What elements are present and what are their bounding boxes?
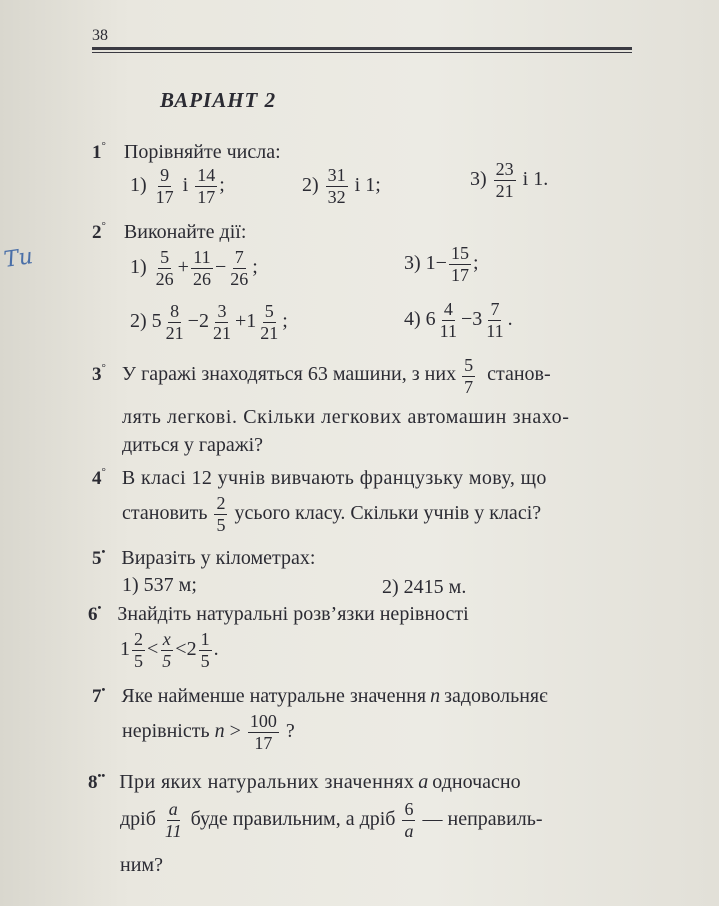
fraction: $\frac{7}{11}$: [486, 299, 504, 341]
connector: і: [182, 173, 189, 196]
problem-1-item-3: 3) $\frac{23}{21}$ і 1.: [470, 159, 549, 201]
problem-2-heading: [92, 220, 246, 244]
variant-title: ВАРІАНТ 2: [160, 88, 277, 112]
problem-4-line-2: становить $\frac{2}{5}$ усього класу. Скільки учнів у класі?: [122, 493, 542, 535]
header-rule: [92, 47, 632, 50]
page-number: 38: [92, 27, 108, 44]
fraction: $\frac{4}{11}$: [439, 299, 458, 341]
problem-5-item-2: 2) 2415 м.: [382, 576, 467, 598]
problem-text: Яке найменше натуральне значення: [121, 685, 427, 707]
item-label: 3): [470, 167, 487, 190]
fraction: $\frac{9}{17}$: [155, 165, 174, 207]
difficulty-mark: •: [101, 546, 106, 558]
problem-text: Виконайте дії:: [123, 221, 247, 243]
problem-number: 3: [92, 364, 102, 386]
problem-number: 8: [88, 772, 98, 793]
problem-text: Знайдіть натуральні розв’язки нерівності: [117, 603, 469, 625]
difficulty-mark: °: [101, 466, 106, 478]
problem-number: 4: [92, 468, 102, 489]
fraction: $\frac{a}{11}$: [164, 799, 182, 841]
problem-6-heading: [88, 602, 469, 626]
difficulty-mark: •: [101, 684, 106, 696]
problem-number: 7: [92, 686, 102, 707]
problem-number: 2: [92, 222, 102, 243]
fraction: $\frac{100}{17}$: [249, 711, 277, 753]
handwritten-margin-note: Ти: [2, 244, 35, 273]
problem-8-line-2: дріб $\frac{a}{11}$ буде правильним, а дріб $\frac{6}{a}$ — неправиль-: [120, 799, 543, 841]
fraction: $\frac{14}{17}$: [197, 165, 216, 207]
problem-4-line-1: [92, 466, 547, 490]
problem-text: У гаражі знаходяться 63 машини, з них: [121, 363, 457, 386]
fraction: $\frac{5}{21}$: [260, 301, 279, 343]
problem-7-line-1: 7• Яке найменше натуральне значення n задовольняє: [92, 684, 548, 707]
problem-5-heading: [92, 546, 315, 570]
problem-number: 6: [88, 604, 98, 625]
header-rule-thin: [92, 52, 632, 53]
problem-8-line-1: 8•• При яких натуральних значеннях a одночасно: [88, 770, 521, 793]
problem-8-line-3: ним?: [120, 854, 163, 876]
difficulty-mark: °: [101, 362, 106, 375]
fraction: $\frac{7}{26}$: [230, 247, 249, 289]
fraction: $\frac{x}{5}$: [162, 629, 172, 671]
problem-text: В класі 12 учнів вивчають французьку мову, що: [121, 467, 547, 489]
item-label: 2): [302, 173, 319, 196]
item-label: 4): [404, 307, 421, 330]
problem-2-item-4: 4) 6 $\frac{4}{11}$ −3 $\frac{7}{11}$ .: [404, 299, 513, 341]
difficulty-mark: ••: [97, 770, 106, 782]
fraction: $\frac{6}{a}$: [404, 799, 414, 841]
difficulty-mark: °: [101, 140, 106, 152]
problem-text: Виразіть у кілометрах:: [121, 547, 316, 569]
problem-text: Порівняйте числа:: [123, 141, 281, 163]
fraction: $\frac{2}{5}$: [216, 493, 226, 535]
fraction: $\frac{23}{21}$: [495, 159, 514, 201]
problem-3-line-2: лять легкові. Скільки легкових автомашин знахо-: [122, 406, 570, 428]
problem-2-item-3: 3) 1− $\frac{15}{17}$ ;: [404, 243, 479, 285]
fraction: $\frac{5}{26}$: [155, 247, 174, 289]
problem-2-item-2: 2) 5 $\frac{8}{21}$ −2 $\frac{3}{21}$ +1 $\frac{5}{21}$ ;: [130, 301, 288, 343]
problem-6-inequality: 1 $\frac{2}{5}$ < $\frac{x}{5}$ <2 $\frac{1}{5}$ .: [120, 629, 219, 671]
fraction: $\frac{3}{21}$: [212, 301, 231, 343]
problem-number: 5: [92, 548, 102, 569]
problem-3-line-1: 3° У гаражі знаходяться 63 машини, з них $\frac{5}{7}$ станов-: [92, 355, 551, 397]
problem-text: При яких натуральних значеннях: [119, 771, 415, 793]
problem-1-heading: [92, 140, 281, 164]
fraction: $\frac{31}{32}$: [327, 165, 346, 207]
fraction: $\frac{5}{7}$: [464, 355, 474, 397]
difficulty-mark: °: [101, 220, 106, 232]
problem-5-item-1: 1) 537 м;: [122, 574, 197, 596]
problem-3-line-3: диться у гаражі?: [122, 434, 264, 456]
fraction: $\frac{2}{5}$: [134, 629, 143, 671]
problem-1-item-2: 2) $\frac{31}{32}$ і 1;: [302, 165, 381, 207]
fraction: $\frac{8}{21}$: [165, 301, 184, 343]
item-label: 1): [130, 173, 147, 196]
problem-1-item-1: 1) $\frac{9}{17}$ і $\frac{14}{17}$ ;: [130, 165, 225, 207]
difficulty-mark: •: [97, 602, 102, 614]
item-label: 1): [130, 255, 147, 278]
problem-2-item-1: 1) $\frac{5}{26}$ + $\frac{11}{26}$ − $\frac{7}{26}$ ;: [130, 247, 258, 289]
item-label: 2): [130, 309, 147, 332]
fraction: $\frac{11}{26}$: [192, 247, 211, 289]
fraction: $\frac{15}{17}$: [450, 243, 469, 285]
problem-7-line-2: нерівність n > $\frac{100}{17}$ ?: [122, 711, 295, 753]
problem-number: 1: [92, 142, 102, 163]
item-label: 3): [404, 251, 421, 274]
fraction: $\frac{1}{5}$: [200, 629, 210, 671]
